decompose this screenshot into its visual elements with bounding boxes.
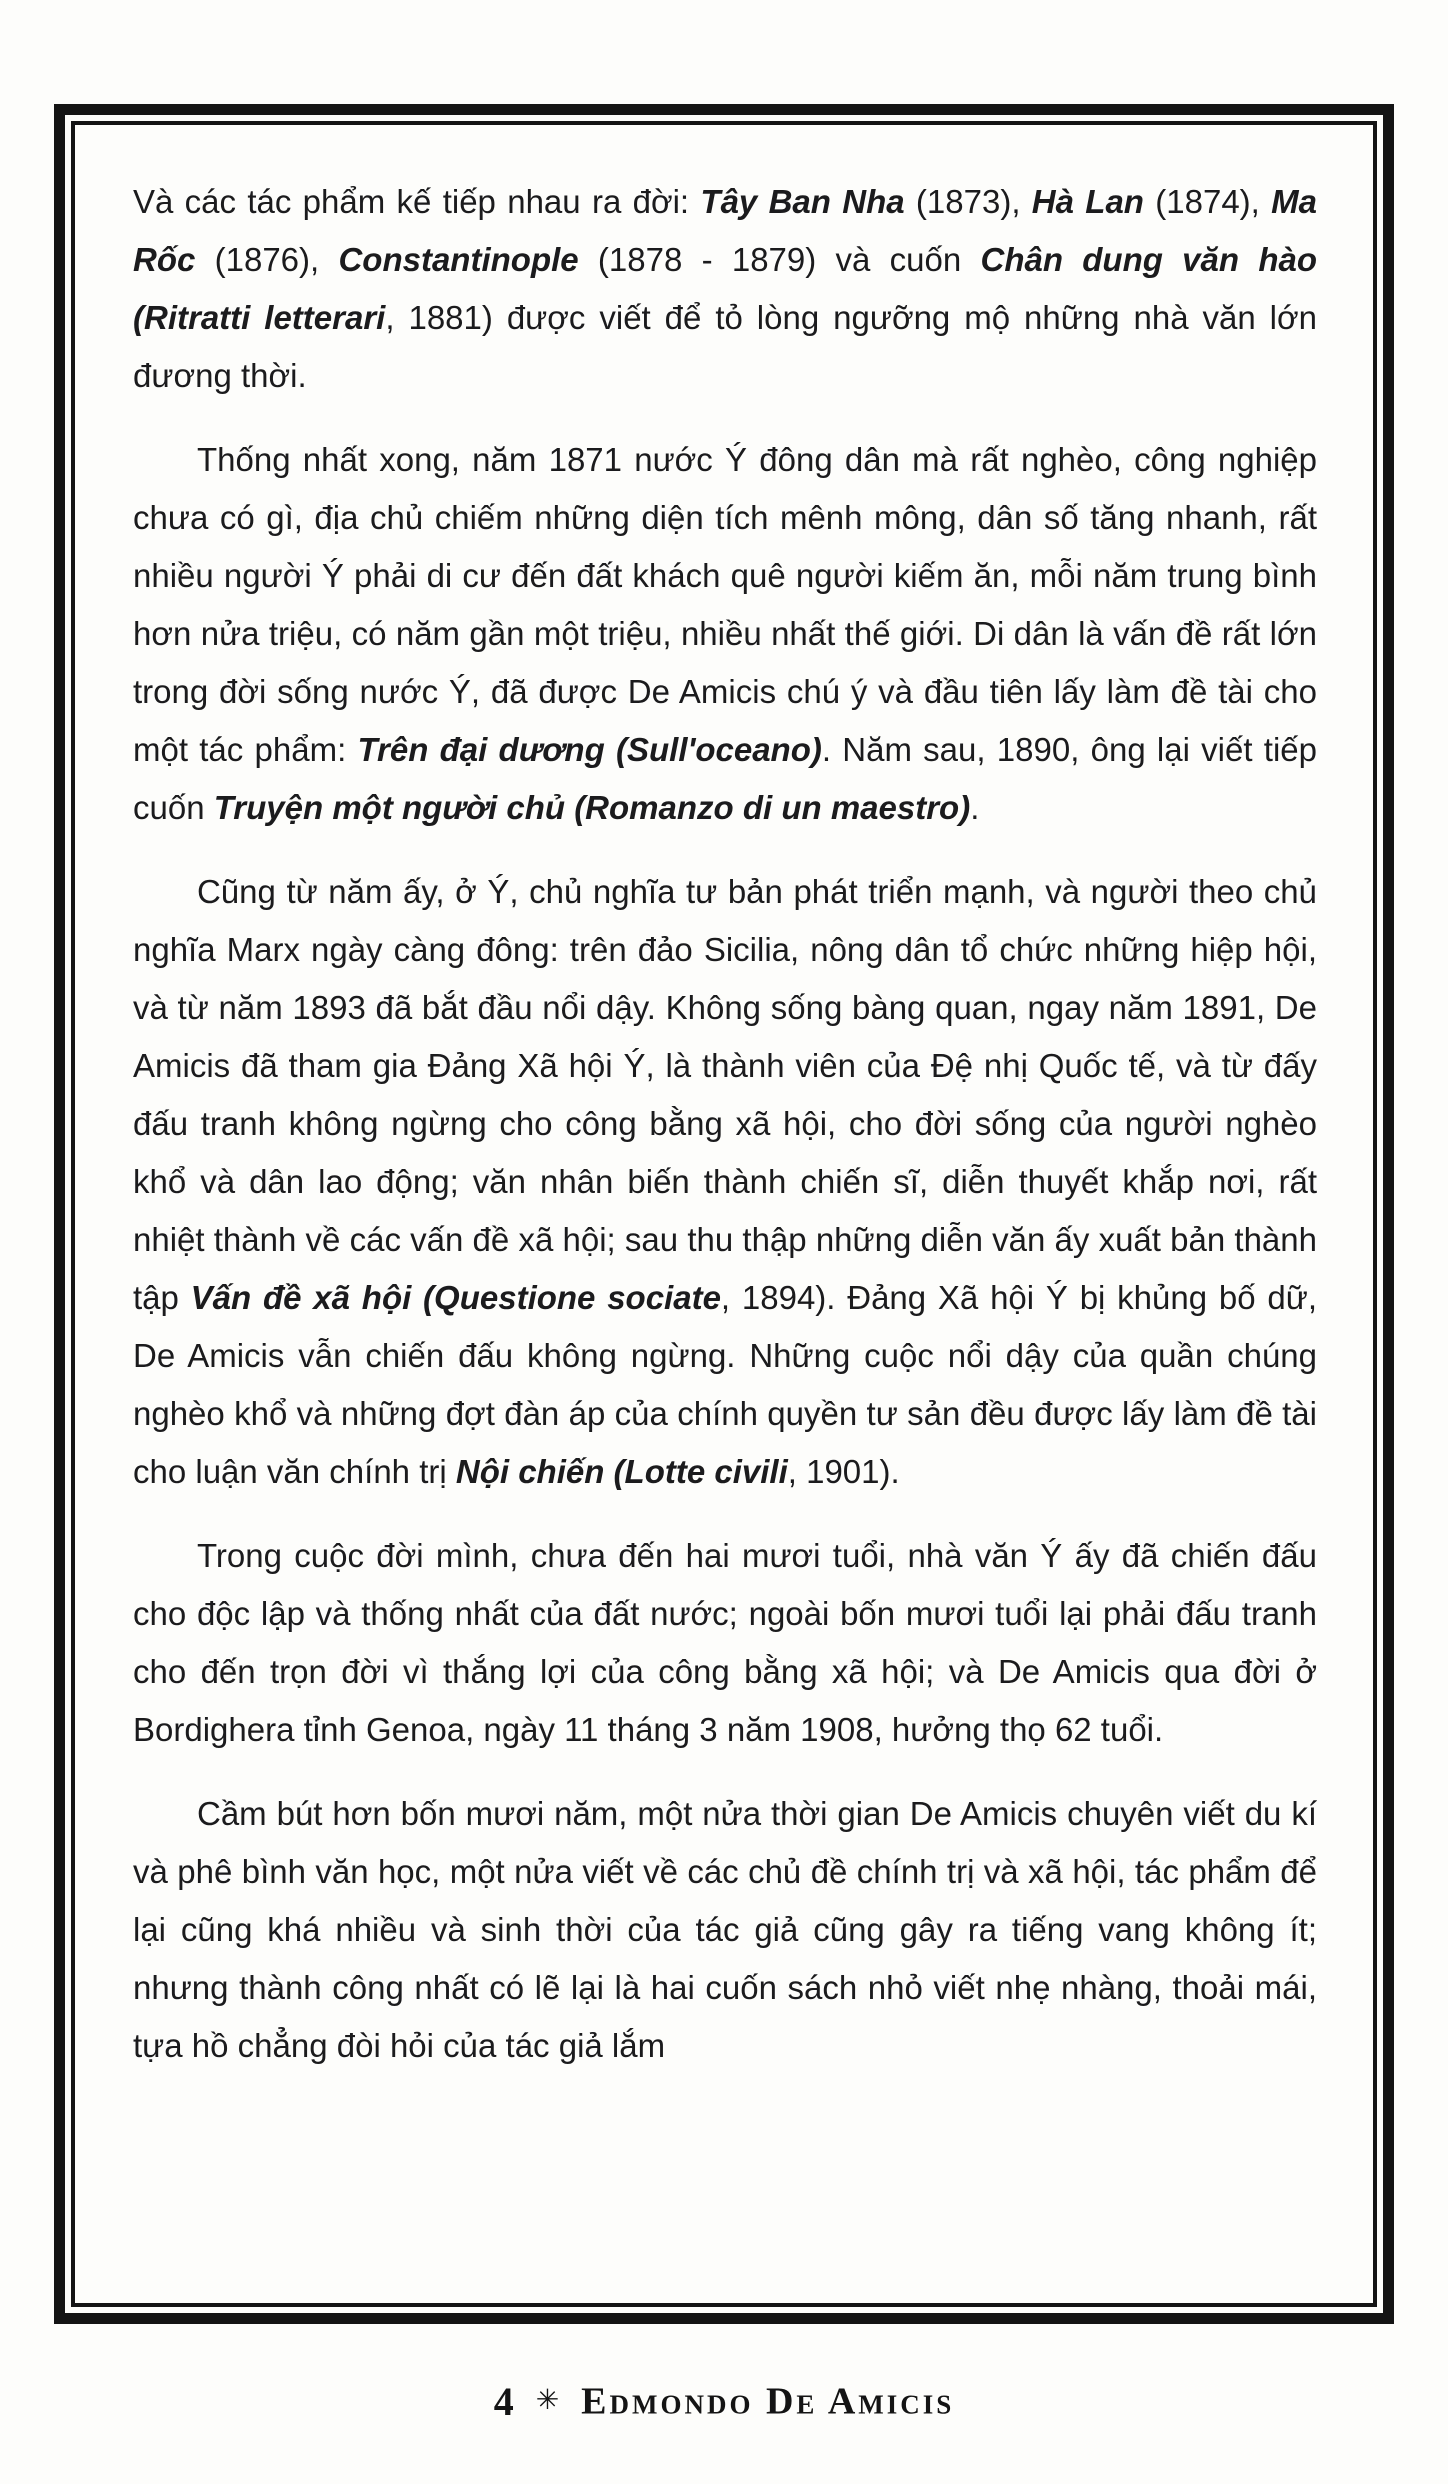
page-border-outer bbox=[54, 104, 1394, 2324]
text-run: , 1881) được viết để tỏ lòng ngưỡng mộ những nhà văn lớn đương thời. bbox=[133, 299, 1317, 394]
paragraph bbox=[133, 1527, 1317, 1759]
asterisk-separator-icon: ✳ bbox=[535, 2383, 560, 2416]
text-run: Trong cuộc đời mình, chưa đến hai mươi tuổi, nhà văn Ý ấy đã chiến đấu cho độc lập và thống nhất của đất nước; ngoài bốn mươi tuổi lại phải đấu tranh cho đến trọn đời vì thắng lợi của công bằng xã hội; và De Amicis qua đời ở Bordighera tỉnh Genoa, ngày 11 tháng 3 năm 1908, hưởng thọ 62 tuổi. bbox=[133, 1537, 1317, 1748]
text-run: Cầm bút hơn bốn mươi năm, một nửa thời gian De Amicis chuyên viết du kí và phê bình văn học, một nửa viết về các chủ đề chính trị và xã hội, tác phẩm để lại cũng khá nhiều và sinh thời của tác giả cũng gây ra tiếng vang không ít; nhưng thành công nhất có lẽ lại là hai cuốn sách nhỏ viết nhẹ nhàng, thoải mái, tựa hồ chẳng đòi hỏi của tác giả lắm bbox=[133, 1795, 1317, 2064]
book-title-run: Nội chiến (Lotte civili bbox=[455, 1453, 788, 1490]
text-run: (1878 - 1879) và cuốn bbox=[578, 241, 981, 278]
book-title-run: Chân dung văn hào (Ritratti letterari bbox=[133, 241, 1317, 336]
book-title-run: Vấn đề xã hội (Questione sociate bbox=[190, 1279, 721, 1316]
book-title-run: Hà Lan bbox=[1031, 183, 1144, 220]
paragraph bbox=[133, 431, 1317, 837]
text-run: Cũng từ năm ấy, ở Ý, chủ nghĩa tư bản phát triển mạnh, và người theo chủ nghĩa Marx ngày càng đông: trên đảo Sicilia, nông dân tổ chức những hiệp hội, và từ năm 1893 đã bắt đầu nổi dậy. Không sống bàng quan, ngay năm 1891, De Amicis đã tham gia Đảng Xã hội Ý, là thành viên của Đệ nhị Quốc tế, và từ đấy đấu tranh không ngừng cho công bằng xã hội, cho đời sống của người nghèo khổ và dân lao động; văn nhân biến thành chiến sĩ, diễn thuyết khắp nơi, rất nhiệt thành về các vấn đề xã hội; sau thu thập những diễn văn ấy xuất bản thành tập bbox=[133, 873, 1317, 1316]
paragraph bbox=[133, 173, 1317, 405]
text-run: Và các tác phẩm kế tiếp nhau ra đời: bbox=[133, 183, 701, 220]
book-title-run: Trên đại dương (Sull'oceano) bbox=[357, 731, 822, 768]
paragraph bbox=[133, 1785, 1317, 2075]
text-run: Thống nhất xong, năm 1871 nước Ý đông dân mà rất nghèo, công nghiệp chưa có gì, địa chủ chiếm những diện tích mênh mông, dân số tăng nhanh, rất nhiều người Ý phải di cư đến đất khách quê người kiếm ăn, mỗi năm trung bình hơn nửa triệu, có năm gần một triệu, nhiều nhất thế giới. Di dân là vấn đề rất lớn trong đời sống nước Ý, đã được De Amicis chú ý và đầu tiên lấy làm đề tài cho một tác phẩm: bbox=[133, 441, 1317, 768]
text-run: (1874), bbox=[1143, 183, 1272, 220]
page-border-inner bbox=[71, 121, 1377, 2307]
page-footer bbox=[0, 2378, 1448, 2425]
text-run: , 1894). Đảng Xã hội Ý bị khủng bố dữ, De Amicis vẫn chiến đấu không ngừng. Những cuộc nổi dậy của quần chúng nghèo khổ và những đợt đàn áp của chính quyền tư sản đều được lấy làm đề tài cho luận văn chính trị bbox=[133, 1279, 1317, 1490]
paragraph bbox=[133, 863, 1317, 1501]
page-text-body bbox=[133, 173, 1317, 2075]
text-run: . bbox=[970, 789, 980, 826]
footer-book-title: Edmondo De Amicis bbox=[581, 2380, 955, 2423]
text-run: (1876), bbox=[195, 241, 339, 278]
page-number: 4 bbox=[493, 2379, 514, 2424]
book-title-run: Ma Rốc bbox=[133, 183, 1317, 278]
text-run: . Năm sau, 1890, ông lại viết tiếp cuốn bbox=[133, 731, 1317, 826]
text-run: , 1901). bbox=[787, 1453, 900, 1490]
book-title-run: Constantinople bbox=[338, 241, 579, 278]
book-title-run: Tây Ban Nha bbox=[700, 183, 905, 220]
book-title-run: Truyện một người chủ (Romanzo di un maestro) bbox=[213, 789, 971, 826]
text-run: (1873), bbox=[904, 183, 1032, 220]
